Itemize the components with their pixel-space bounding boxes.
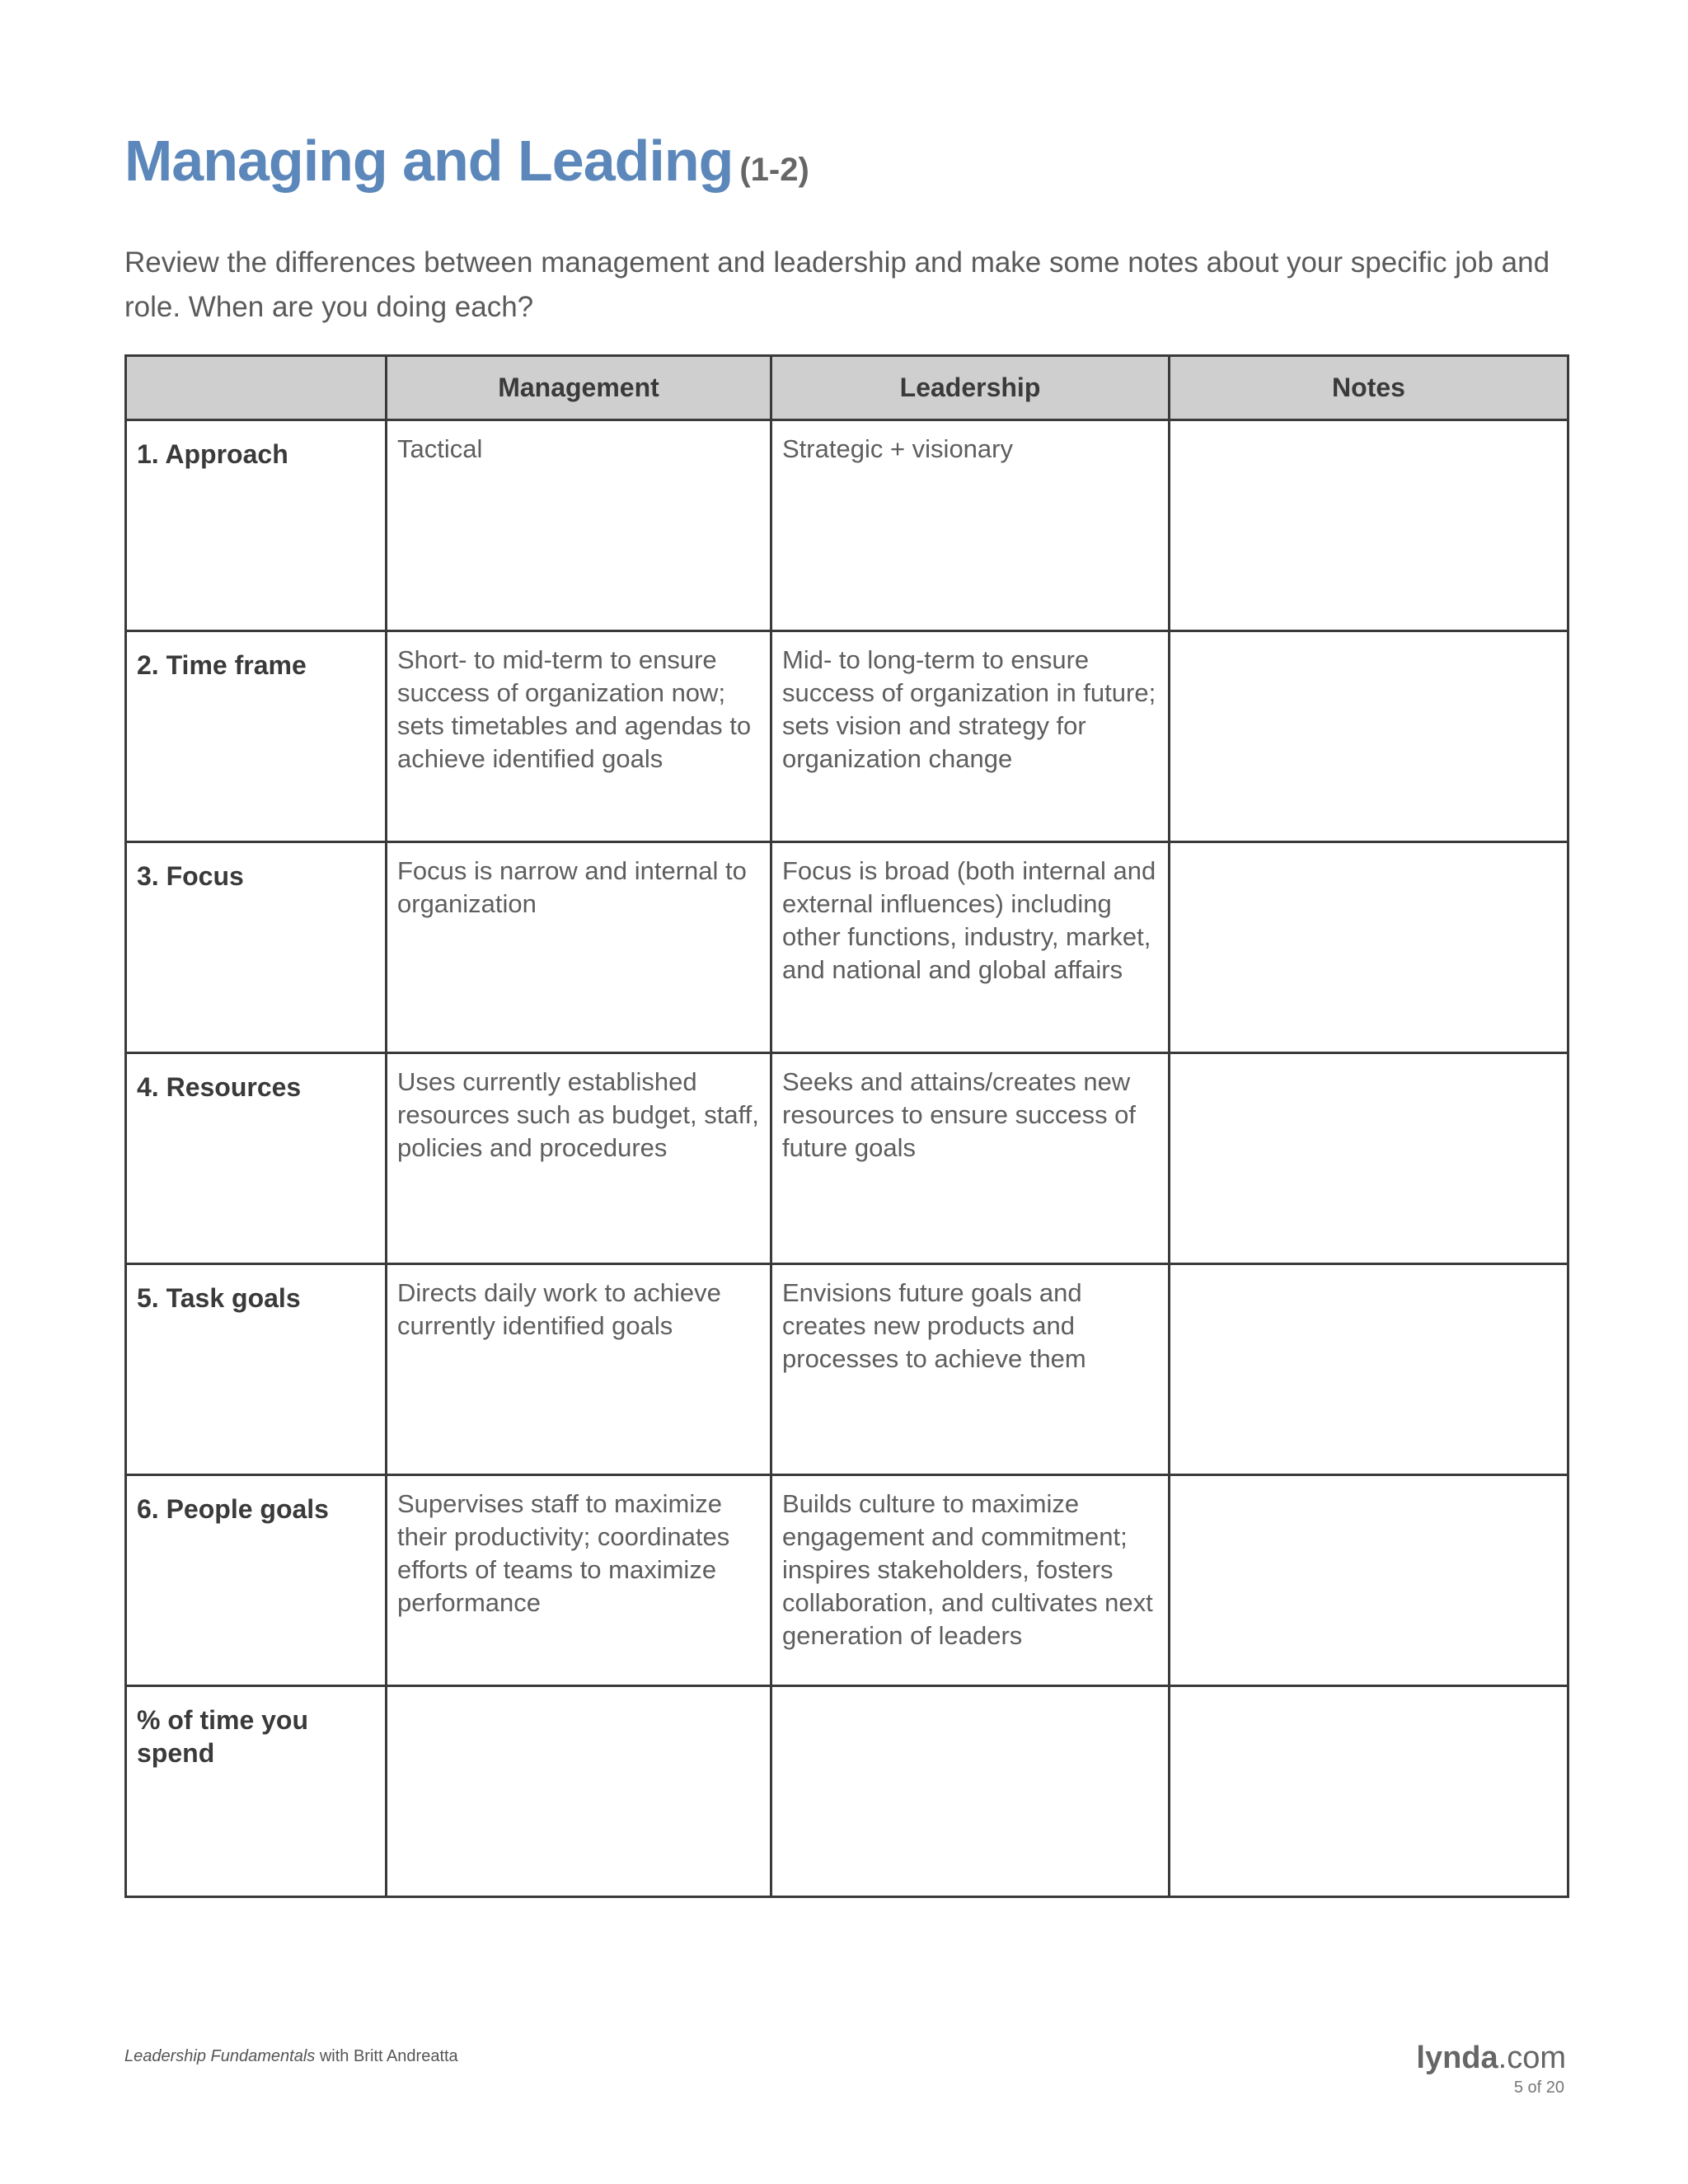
leadership-time-cell[interactable] [771, 1686, 1170, 1897]
lynda-logo [1416, 2042, 1566, 2074]
page-title-suffix: (1-2) [739, 152, 809, 188]
leadership-cell: Focus is broad (both internal and external influences) including other functions, industry, market, and national and global affairs [771, 842, 1170, 1053]
table-body [126, 420, 1568, 1897]
notes-cell[interactable] [1170, 1475, 1568, 1686]
notes-cell[interactable] [1170, 631, 1568, 842]
management-cell: Tactical [387, 420, 771, 631]
management-cell: Short- to mid-term to ensure success of organization now; sets timetables and agendas to achieve identified goals [387, 631, 771, 842]
table-row [126, 1264, 1568, 1475]
comparison-table [124, 354, 1569, 1898]
logo-wordmark: lynda [1416, 2041, 1498, 2075]
management-cell: Uses currently established resources such as budget, staff, policies and procedures [387, 1053, 771, 1264]
leadership-cell: Seeks and attains/creates new resources to ensure success of future goals [771, 1053, 1170, 1264]
row-label: 4. Resources [126, 1053, 387, 1264]
table-row [126, 420, 1568, 631]
management-time-cell[interactable] [387, 1686, 771, 1897]
row-label: 2. Time frame [126, 631, 387, 842]
leadership-cell: Strategic + visionary [771, 420, 1170, 631]
notes-cell[interactable] [1170, 1053, 1568, 1264]
leadership-cell: Envisions future goals and creates new products and processes to achieve them [771, 1264, 1170, 1475]
row-label: 3. Focus [126, 842, 387, 1053]
management-cell: Directs daily work to achieve currently identified goals [387, 1264, 771, 1475]
header-cell-management: Management [387, 356, 771, 420]
header-cell-notes: Notes [1170, 356, 1568, 420]
management-cell: Supervises staff to maximize their productivity; coordinates efforts of teams to maximize performance [387, 1475, 771, 1686]
table-header [126, 356, 1568, 420]
course-title: Leadership Fundamentals [124, 2047, 316, 2065]
row-label: 1. Approach [126, 420, 387, 631]
notes-cell[interactable] [1170, 842, 1568, 1053]
management-cell: Focus is narrow and internal to organization [387, 842, 771, 1053]
notes-cell[interactable] [1170, 1264, 1568, 1475]
footer-course-credit [124, 2047, 458, 2066]
row-label: 5. Task goals [126, 1264, 387, 1475]
page-title [124, 129, 809, 193]
table-row [126, 1053, 1568, 1264]
header-cell-blank [126, 356, 387, 420]
page-title-text: Managing and Leading [124, 129, 734, 193]
row-label: 6. People goals [126, 1475, 387, 1686]
header-cell-leadership: Leadership [771, 356, 1170, 420]
course-author: with Britt Andreatta [315, 2047, 458, 2065]
notes-cell[interactable] [1170, 420, 1568, 631]
page-number: 5 of 20 [1513, 2079, 1564, 2097]
table-row [126, 842, 1568, 1053]
leadership-cell: Builds culture to maximize engagement and commitment; inspires stakeholders, fosters collaboration, and cultivates next generation of leaders [771, 1475, 1170, 1686]
leadership-cell: Mid- to long-term to ensure success of organization in future; sets vision and strategy for organization change [771, 631, 1170, 842]
notes-cell[interactable] [1170, 1686, 1568, 1897]
table-row [126, 631, 1568, 842]
header-row [126, 356, 1568, 420]
table-row [126, 1475, 1568, 1686]
table-row [126, 1686, 1568, 1897]
intro-text: Review the differences between management and leadership and make some notes about your specific job and role. When are you doing each? [124, 246, 1550, 323]
row-label: % of time you spend [126, 1686, 387, 1897]
logo-domain: .com [1498, 2041, 1566, 2075]
